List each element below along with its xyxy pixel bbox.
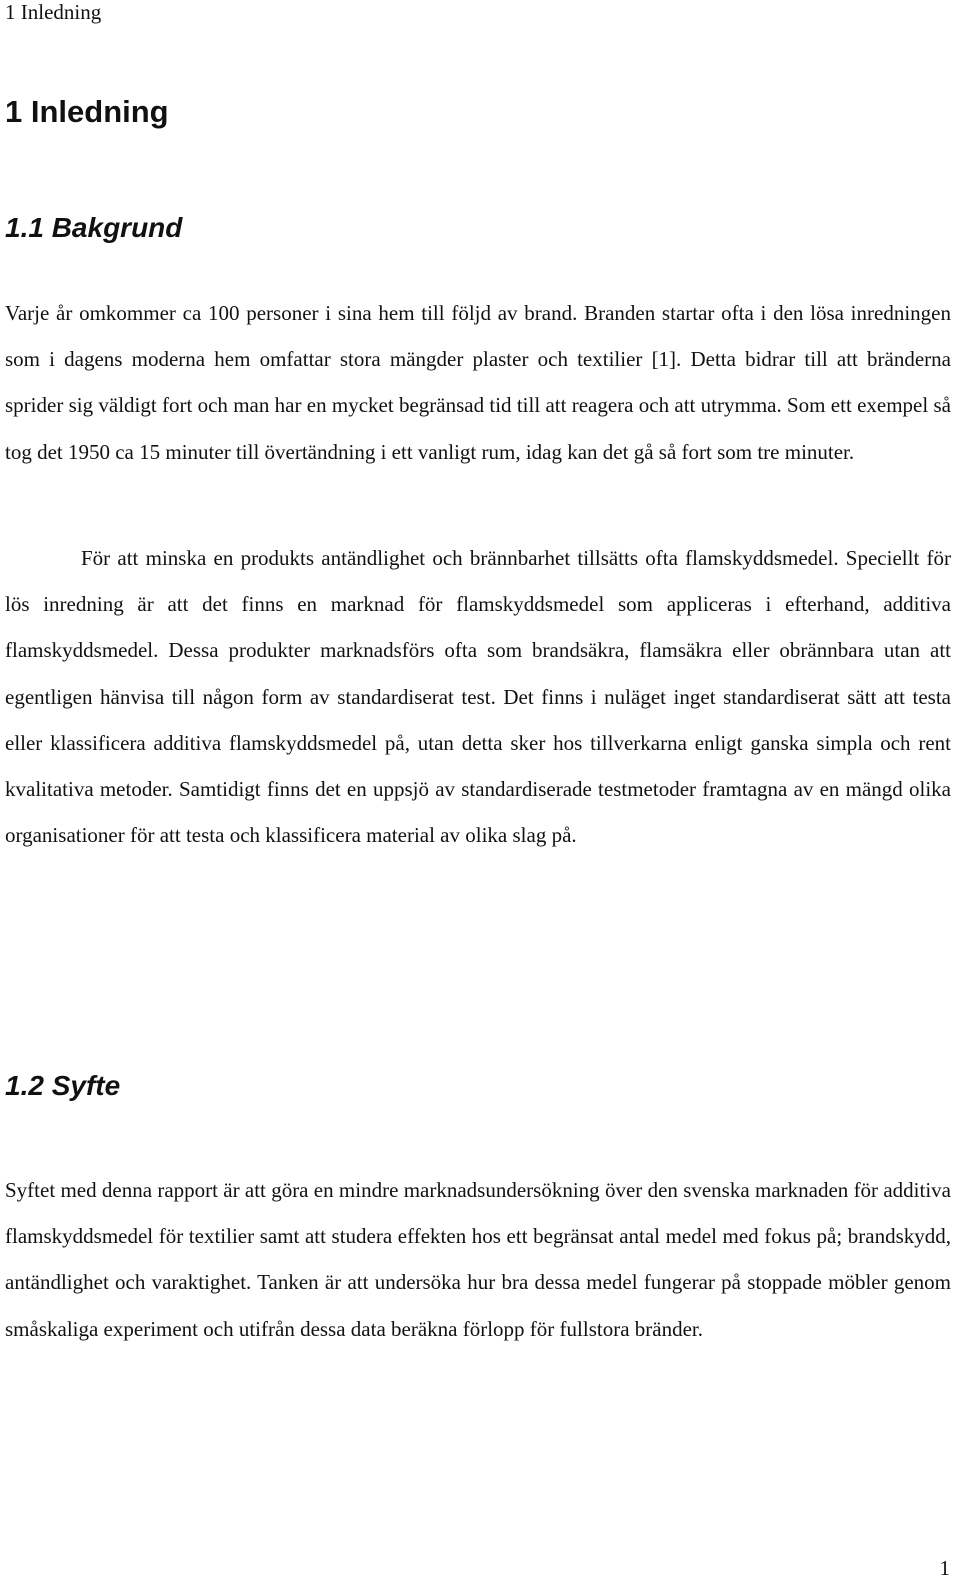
chapter-title: 1 Inledning xyxy=(5,94,169,129)
section-title-syfte: 1.2 Syfte xyxy=(5,1070,121,1101)
running-header: 1 Inledning xyxy=(5,0,102,24)
paragraph-syfte-1: Syftet med denna rapport är att göra en mindre marknadsundersökning över den svenska marknaden för additiva flamskyddsmedel för textilier samt att studera effekten hos ett begränsat antal medel med fokus på; brandskydd, antändlighet och varaktighet. Tanken är att undersöka hur bra dessa medel fungerar på stoppade möbler genom småskaliga experiment och utifrån dessa data beräkna förlopp för fullstora bränder. xyxy=(5,1178,951,1341)
page-number: 1 xyxy=(939,1556,950,1580)
paragraph-bakgrund-1: Varje år omkommer ca 100 personer i sina hem till följd av brand. Branden startar ofta i den lösa inredningen som i dagens moderna hem omfattar stora mängder plaster och textilier [1]. Detta bidrar till att bränderna sprider sig väldigt fort och man har en mycket begränsad tid till att reagera och att utrymma. Som ett exempel så tog det 1950 ca 15 minuter till övertändning i ett vanligt rum, idag kan det gå så fort som tre minuter. xyxy=(5,301,951,464)
section-title-bakgrund: 1.1 Bakgrund xyxy=(5,212,183,243)
paragraph-bakgrund-2: För att minska en produkts antändlighet och brännbarhet tillsätts ofta flamskyddsmedel. Speciellt för lös inredning är att det finns en marknad för flamskyddsmedel som appliceras i efterhand, additiva flamskyddsmedel. Dessa produkter marknadsförs ofta som brandsäkra, flamsäkra eller obrännbara utan att egentligen hänvisa till någon form av standardiserat test. Det finns i nuläget inget standardiserat sätt att testa eller klassificera additiva flamskyddsmedel på, utan detta sker hos tillverkarna enligt ganska simpla och rent kvalitativa metoder. Samtidigt finns det en uppsjö av standardiserade testmetoder framtagna av en mängd olika organisationer för att testa och klassificera material av olika slag på. xyxy=(5,546,951,848)
